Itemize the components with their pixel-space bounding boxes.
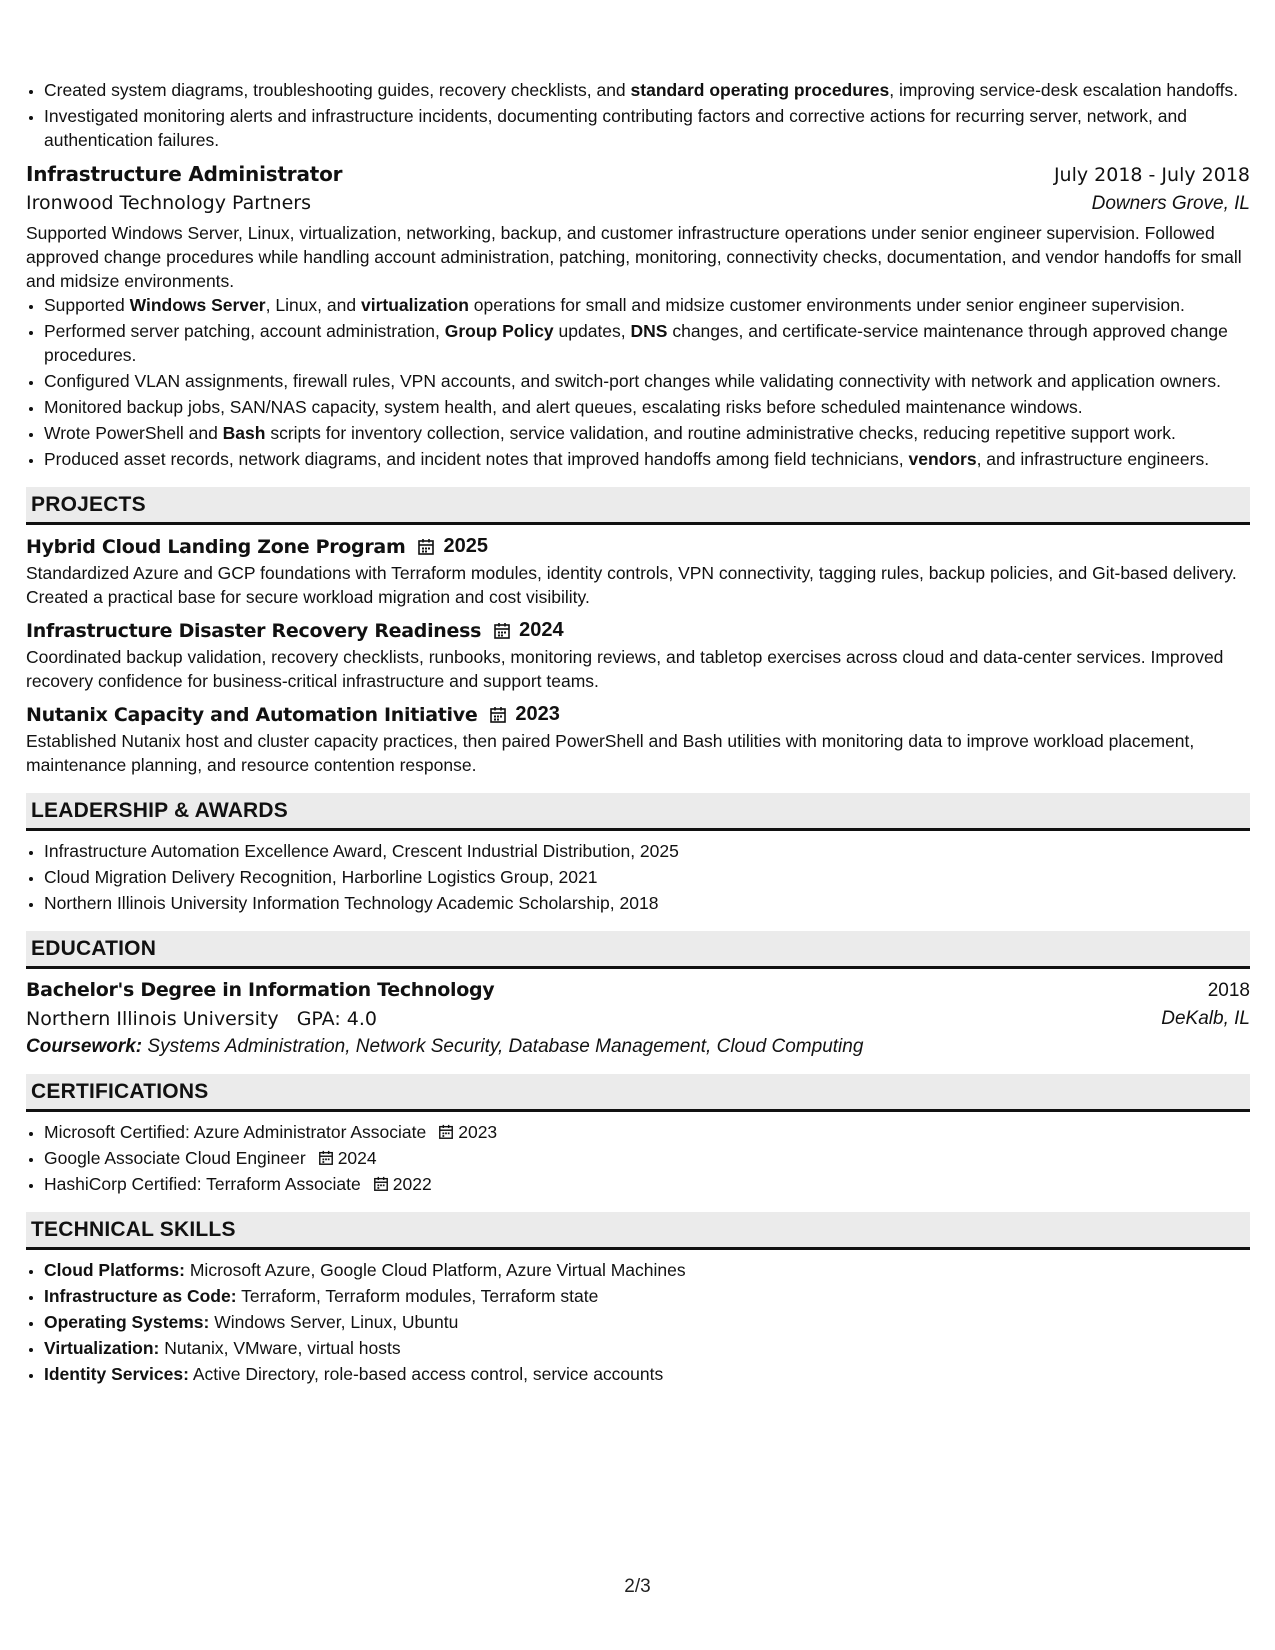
list-item: • Google Associate Cloud Engineer 2024 xyxy=(44,1146,1250,1170)
section-header-leadership: LEADERSHIP & AWARDS xyxy=(26,793,1250,831)
job-title: Infrastructure Administrator xyxy=(26,162,343,186)
project-year: 2023 xyxy=(515,703,560,725)
previous-job-bullets xyxy=(26,78,1250,152)
degree: Bachelor's Degree in Information Technology xyxy=(26,979,495,1001)
job-summary: Supported Windows Server, Linux, virtualization, networking, backup, and customer infrastructure operations under senior engineer supervision. Followed approved change procedures while handling account administration, patching, monitoring, connectivity checks, documentation, and vendor handoffs for small and midsize environments. xyxy=(26,223,1242,291)
project-title: Nutanix Capacity and Automation Initiative xyxy=(26,703,478,726)
calendar-icon xyxy=(438,1124,454,1140)
project-item xyxy=(26,703,1250,777)
list-item: • Produced asset records, network diagrams, and incident notes that improved handoffs among field technicians, vendors, and infrastructure engineers. xyxy=(44,447,1250,471)
project-title: Hybrid Cloud Landing Zone Program xyxy=(26,535,406,558)
list-item: • Supported Windows Server, Linux, and virtualization operations for small and midsize customer environments under senior engineer supervision. xyxy=(44,293,1250,317)
coursework xyxy=(26,1036,1250,1058)
job-location: Downers Grove, IL xyxy=(1091,193,1250,214)
education-header xyxy=(26,979,1250,1002)
section-header-skills: TECHNICAL SKILLS xyxy=(26,1212,1250,1250)
education-subheader xyxy=(26,1008,1250,1030)
skills-list xyxy=(26,1258,1250,1386)
project-item xyxy=(26,535,1250,609)
section-header-certifications: CERTIFICATIONS xyxy=(26,1074,1250,1112)
calendar-icon xyxy=(318,1150,334,1166)
project-year: 2024 xyxy=(519,619,564,641)
project-description: Standardized Azure and GCP foundations with Terraform modules, identity controls, VPN connectivity, tagging rules, backup policies, and Git-based delivery. Created a practical base for secure workload migration and cost visibility. xyxy=(26,563,1237,607)
list-item: • Northern Illinois University Information Technology Academic Scholarship, 2018 xyxy=(44,891,1250,915)
list-item: • Microsoft Certified: Azure Administrator Associate 2023 xyxy=(44,1120,1250,1144)
resume-page xyxy=(26,78,1250,1388)
project-item xyxy=(26,619,1250,693)
graduation-year: 2018 xyxy=(1207,980,1250,1001)
company-name: Ironwood Technology Partners xyxy=(26,192,311,214)
page-number: 2/3 xyxy=(624,1576,651,1597)
list-item: • Cloud Platforms: Microsoft Azure, Google Cloud Platform, Azure Virtual Machines xyxy=(44,1258,1250,1282)
project-description: Coordinated backup validation, recovery checklists, runbooks, monitoring reviews, and tabletop exercises across cloud and data-center services. Improved recovery confidence for business-critical infrastructure and support teams. xyxy=(26,647,1224,691)
calendar-icon xyxy=(493,622,511,640)
list-item: • Monitored backup jobs, SAN/NAS capacity, system health, and alert queues, escalating risks before scheduled maintenance windows. xyxy=(44,395,1250,419)
list-item: • Performed server patching, account administration, Group Policy updates, DNS changes, and certificate-service maintenance through approved change procedures. xyxy=(44,319,1250,367)
list-item: • Cloud Migration Delivery Recognition, Harborline Logistics Group, 2021 xyxy=(44,865,1250,889)
coursework-list: Systems Administration, Network Security, Database Management, Cloud Computing xyxy=(147,1036,864,1057)
project-year: 2025 xyxy=(443,535,488,557)
job-subheader xyxy=(26,192,1250,215)
awards-list xyxy=(26,839,1250,915)
project-title: Infrastructure Disaster Recovery Readiness xyxy=(26,619,482,642)
project-description: Established Nutanix host and cluster capacity practices, then paired PowerShell and Bash utilities with monitoring data to improve workload placement, maintenance planning, and resource contention response. xyxy=(26,731,1195,775)
coursework-label: Coursework: xyxy=(26,1036,143,1057)
school-location: DeKalb, IL xyxy=(1161,1008,1250,1029)
list-item: • HashiCorp Certified: Terraform Associate 2022 xyxy=(44,1172,1250,1196)
list-item: • Infrastructure as Code: Terraform, Terraform modules, Terraform state xyxy=(44,1284,1250,1308)
job-dates: July 2018 - July 2018 xyxy=(1053,164,1250,186)
calendar-icon xyxy=(417,538,435,556)
list-item: • Virtualization: Nutanix, VMware, virtual hosts xyxy=(44,1336,1250,1360)
list-item: • Infrastructure Automation Excellence Award, Crescent Industrial Distribution, 2025 xyxy=(44,839,1250,863)
list-item: • Configured VLAN assignments, firewall rules, VPN accounts, and switch-port changes while validating connectivity with network and application owners. xyxy=(44,369,1250,393)
calendar-icon xyxy=(489,706,507,724)
list-item: • Operating Systems: Windows Server, Linux, Ubuntu xyxy=(44,1310,1250,1334)
certifications-list xyxy=(26,1120,1250,1196)
job-header xyxy=(26,162,1250,186)
list-item: • Created system diagrams, troubleshooting guides, recovery checklists, and standard operating procedures, improving service-desk escalation handoffs. xyxy=(44,78,1250,102)
gpa: GPA: 4.0 xyxy=(296,1008,377,1030)
list-item: • Investigated monitoring alerts and infrastructure incidents, documenting contributing factors and corrective actions for recurring server, network, and authentication failures. xyxy=(44,104,1250,152)
list-item: • Identity Services: Active Directory, role-based access control, service accounts xyxy=(44,1362,1250,1386)
section-header-projects: PROJECTS xyxy=(26,487,1250,525)
calendar-icon xyxy=(373,1176,389,1192)
section-header-education: EDUCATION xyxy=(26,931,1250,969)
list-item: • Wrote PowerShell and Bash scripts for inventory collection, service validation, and routine administrative checks, reducing repetitive support work. xyxy=(44,421,1250,445)
school-name: Northern Illinois University xyxy=(26,1008,279,1030)
job-bullets xyxy=(26,293,1250,471)
